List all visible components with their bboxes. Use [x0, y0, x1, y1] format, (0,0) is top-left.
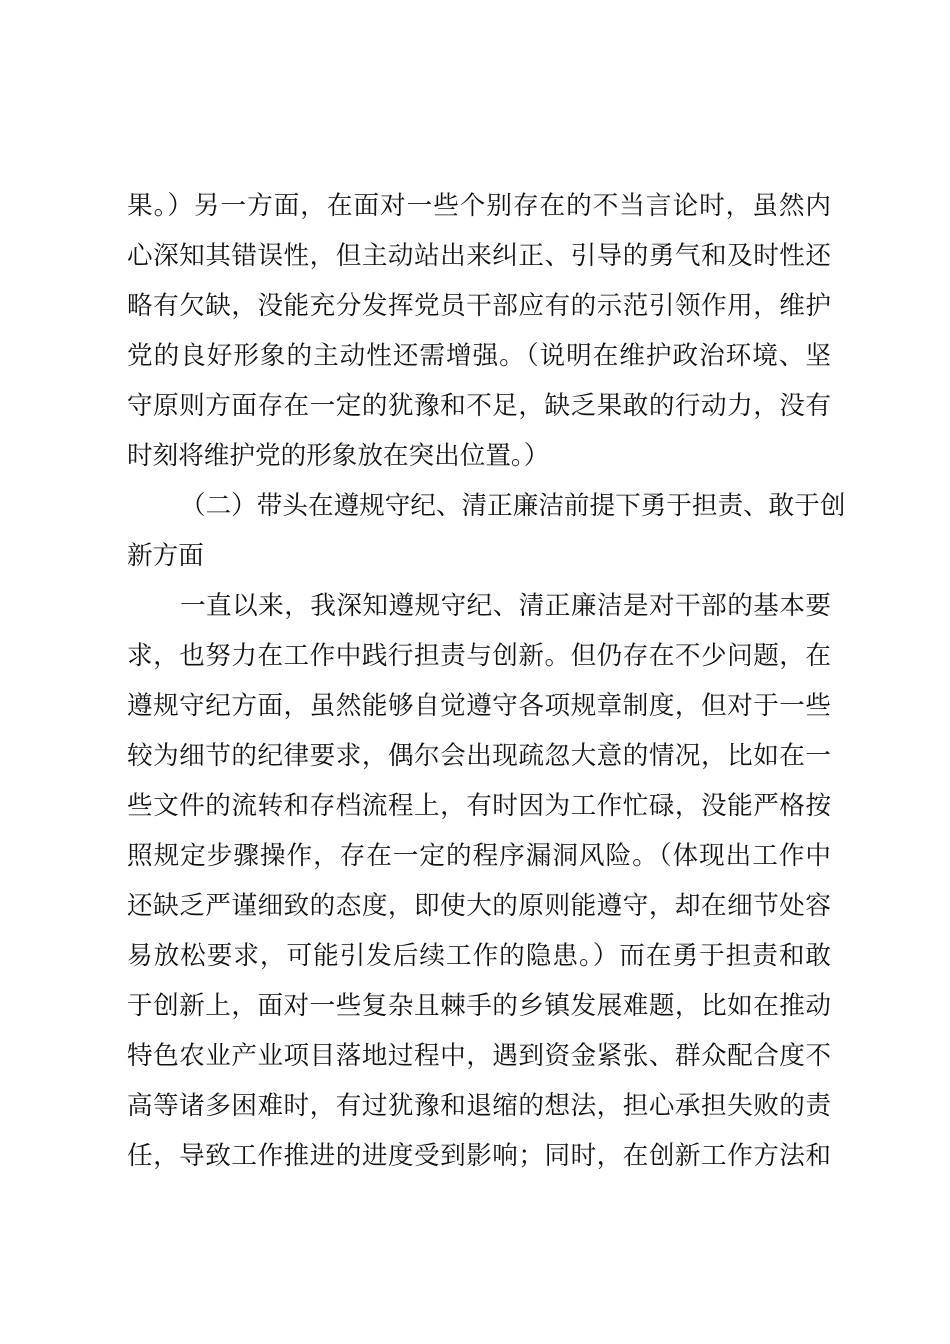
text-line: 略有欠缺，没能充分发挥党员干部应有的示范引领作用，维护 [127, 291, 831, 321]
text-line: 高等诸多困难时，有过犹豫和退缩的想法，担心承担失败的责 [127, 1091, 831, 1121]
text-line: 还缺乏严谨细致的态度，即使大的原则能遵守，却在细节处容 [127, 891, 831, 921]
text-line: 时刻将维护党的形象放在突出位置。） [127, 441, 550, 471]
text-line: 求，也努力在工作中践行担责与创新。但仍存在不少问题，在 [127, 641, 831, 671]
section-heading-continuation: 新方面 [127, 541, 204, 571]
text-line: 心深知其错误性，但主动站出来纠正、引导的勇气和及时性还 [127, 241, 831, 271]
section-heading: （二）带头在遵规守纪、清正廉洁前提下勇于担责、敢于创 [180, 491, 846, 521]
text-line: 较为细节的纪律要求，偶尔会出现疏忽大意的情况，比如在一 [127, 741, 831, 771]
text-line: 照规定步骤操作，存在一定的程序漏洞风险。（体现出工作中 [127, 841, 831, 871]
text-line: 遵规守纪方面，虽然能够自觉遵守各项规章制度，但对于一些 [127, 691, 831, 721]
text-line: 任，导致工作推进的进度受到影响；同时，在创新工作方法和 [127, 1141, 831, 1171]
text-line: 果。）另一方面，在面对一些个别存在的不当言论时，虽然内 [127, 191, 831, 221]
text-line: 些文件的流转和存档流程上，有时因为工作忙碌，没能严格按 [127, 791, 831, 821]
text-line: 特色农业产业项目落地过程中，遇到资金紧张、群众配合度不 [127, 1041, 831, 1071]
paragraph-first-line: 一直以来，我深知遵规守纪、清正廉洁是对干部的基本要 [180, 591, 831, 621]
text-line: 于创新上，面对一些复杂且棘手的乡镇发展难题，比如在推动 [127, 991, 831, 1021]
text-line: 党的良好形象的主动性还需增强。（说明在维护政治环境、坚 [127, 341, 831, 371]
text-line: 易放松要求，可能引发后续工作的隐患。）而在勇于担责和敢 [127, 941, 831, 971]
text-line: 守原则方面存在一定的犹豫和不足，缺乏果敢的行动力，没有 [127, 391, 831, 421]
